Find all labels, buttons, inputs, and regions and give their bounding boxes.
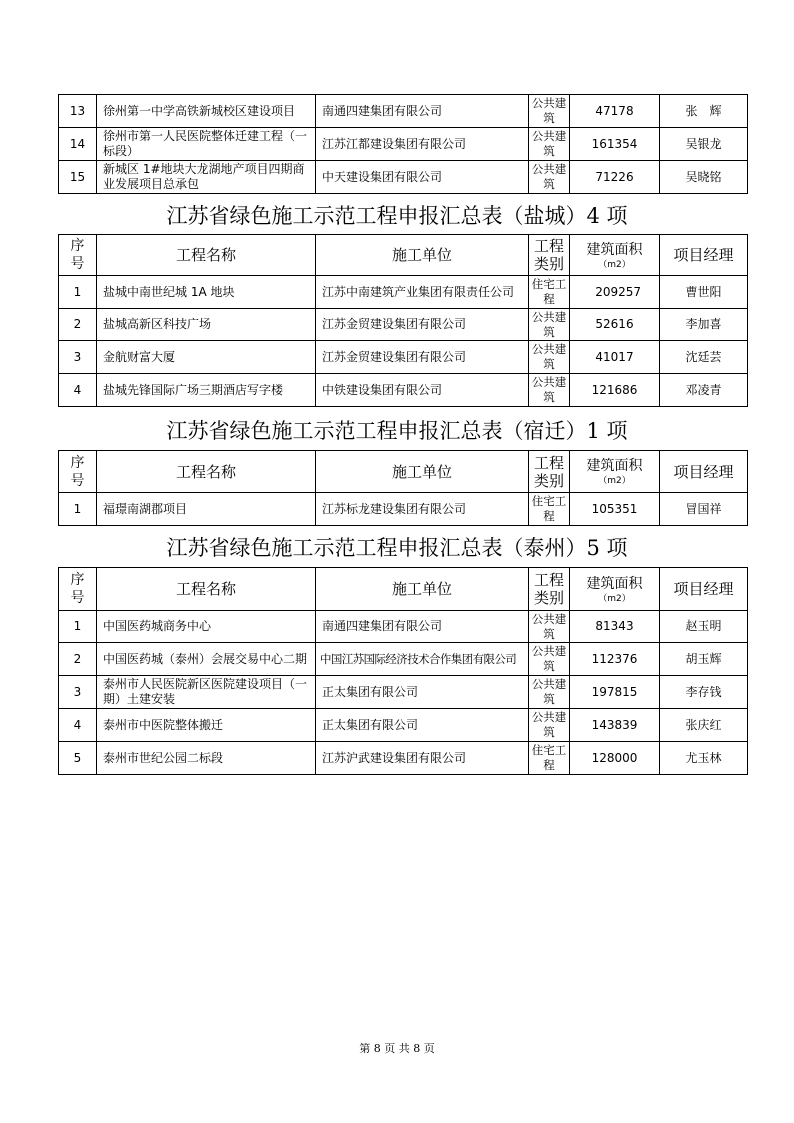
project-name: 泰州市中医院整体搬迁	[97, 709, 316, 742]
yancheng-table	[58, 234, 748, 407]
construction-unit: 江苏金贸建设集团有限公司	[316, 341, 529, 374]
header-unit: 施工单位	[316, 568, 529, 611]
building-area: 105351	[570, 493, 660, 526]
project-manager: 曹世阳	[660, 276, 748, 309]
section-title-suqian: 江苏省绿色施工示范工程申报汇总表（宿迁）1 项	[166, 419, 628, 443]
row-number: 2	[59, 643, 97, 676]
table-row	[59, 676, 748, 709]
xuzhou-table	[58, 94, 748, 194]
project-category: 公共建筑	[529, 611, 570, 643]
table-row	[59, 341, 748, 374]
row-number: 3	[59, 341, 97, 374]
construction-unit: 中天建设集团有限公司	[316, 161, 529, 194]
table-row	[59, 95, 748, 128]
table-row	[59, 643, 748, 676]
building-area: 121686	[570, 374, 660, 407]
table-row	[59, 276, 748, 309]
project-name: 金航财富大厦	[97, 341, 316, 374]
header-category: 工程类别	[529, 568, 570, 611]
table-row	[59, 709, 748, 742]
header-unit: 施工单位	[316, 235, 529, 276]
header-area-unit: （m2）	[598, 593, 631, 604]
project-name: 中国医药城商务中心	[97, 611, 316, 643]
project-category: 公共建筑	[529, 374, 570, 407]
header-manager: 项目经理	[660, 235, 748, 276]
construction-unit: 南通四建集团有限公司	[316, 95, 529, 128]
construction-unit: 江苏标龙建设集团有限公司	[316, 493, 529, 526]
construction-unit: 江苏金贸建设集团有限公司	[316, 309, 529, 341]
table-row	[59, 493, 748, 526]
construction-unit: 江苏江都建设集团有限公司	[316, 128, 529, 161]
project-name: 徐州市第一人民医院整体迁建工程（一标段）	[97, 128, 316, 161]
building-area: 81343	[570, 611, 660, 643]
project-manager: 李加喜	[660, 309, 748, 341]
project-category: 公共建筑	[529, 95, 570, 128]
row-number: 15	[59, 161, 97, 194]
building-area: 52616	[570, 309, 660, 341]
building-area: 41017	[570, 341, 660, 374]
table-header-row	[59, 235, 748, 276]
table-row	[59, 161, 748, 194]
project-name: 新城区 1#地块大龙湖地产项目四期商业发展项目总承包	[97, 161, 316, 194]
header-name: 工程名称	[97, 451, 316, 493]
header-area-cell	[570, 451, 660, 493]
row-number: 1	[59, 611, 97, 643]
project-name: 中国医药城（泰州）会展交易中心二期	[97, 643, 316, 676]
construction-unit: 正太集团有限公司	[316, 709, 529, 742]
header-manager: 项目经理	[660, 568, 748, 611]
table-row	[59, 374, 748, 407]
table-header-row	[59, 451, 748, 493]
page-footer: 第 8 页 共 8 页	[359, 1042, 435, 1055]
project-manager: 尤玉林	[660, 742, 748, 775]
project-manager: 沈廷芸	[660, 341, 748, 374]
project-category: 住宅工程	[529, 493, 570, 526]
project-category: 住宅工程	[529, 276, 570, 309]
project-name: 徐州第一中学高铁新城校区建设项目	[97, 95, 316, 128]
row-number: 1	[59, 276, 97, 309]
header-seq: 序号	[59, 568, 97, 611]
row-number: 13	[59, 95, 97, 128]
current-page-number: 8	[373, 1042, 381, 1055]
table-row	[59, 742, 748, 775]
project-manager: 赵玉明	[660, 611, 748, 643]
header-seq: 序号	[59, 451, 97, 493]
project-name: 盐城中南世纪城 1A 地块	[97, 276, 316, 309]
header-area: 建筑面积	[586, 575, 643, 592]
project-manager: 胡玉辉	[660, 643, 748, 676]
project-manager: 吴晓铭	[660, 161, 748, 194]
building-area: 71226	[570, 161, 660, 194]
building-area: 112376	[570, 643, 660, 676]
project-name: 盐城高新区科技广场	[97, 309, 316, 341]
project-manager: 李存钱	[660, 676, 748, 709]
suqian-table	[58, 450, 748, 526]
project-manager: 吴银龙	[660, 128, 748, 161]
header-category: 工程类别	[529, 235, 570, 276]
project-manager: 冒国祥	[660, 493, 748, 526]
project-name: 泰州市世纪公园二标段	[97, 742, 316, 775]
row-number: 3	[59, 676, 97, 709]
project-category: 公共建筑	[529, 161, 570, 194]
section-title-yancheng: 江苏省绿色施工示范工程申报汇总表（盐城）4 项	[166, 204, 628, 228]
header-area-unit: （m2）	[598, 476, 631, 486]
building-area: 197815	[570, 676, 660, 709]
project-category: 公共建筑	[529, 709, 570, 742]
construction-unit: 中国江苏国际经济技术合作集团有限公司	[316, 643, 529, 676]
building-area: 209257	[570, 276, 660, 309]
project-category: 住宅工程	[529, 742, 570, 775]
header-category: 工程类别	[529, 451, 570, 493]
project-name: 福璟南湖郡项目	[97, 493, 316, 526]
row-number: 2	[59, 309, 97, 341]
project-category: 公共建筑	[529, 341, 570, 374]
row-number: 14	[59, 128, 97, 161]
header-area: 建筑面积	[586, 241, 643, 258]
header-area-unit: （m2）	[598, 259, 631, 270]
table-row	[59, 128, 748, 161]
construction-unit: 正太集团有限公司	[316, 676, 529, 709]
project-category: 公共建筑	[529, 309, 570, 341]
building-area: 128000	[570, 742, 660, 775]
total-page-number: 8	[413, 1042, 421, 1055]
project-manager: 邓凌青	[660, 374, 748, 407]
project-category: 公共建筑	[529, 676, 570, 709]
row-number: 5	[59, 742, 97, 775]
project-category: 公共建筑	[529, 643, 570, 676]
table-row	[59, 309, 748, 341]
row-number: 1	[59, 493, 97, 526]
construction-unit: 江苏沪武建设集团有限公司	[316, 742, 529, 775]
building-area: 47178	[570, 95, 660, 128]
header-seq: 序号	[59, 235, 97, 276]
header-area-cell	[570, 568, 660, 611]
construction-unit: 南通四建集团有限公司	[316, 611, 529, 643]
project-manager: 张 辉	[660, 95, 748, 128]
construction-unit: 江苏中南建筑产业集团有限责任公司	[316, 276, 529, 309]
header-unit: 施工单位	[316, 451, 529, 493]
project-manager: 张庆红	[660, 709, 748, 742]
table-row	[59, 611, 748, 643]
building-area: 143839	[570, 709, 660, 742]
construction-unit: 中铁建设集团有限公司	[316, 374, 529, 407]
building-area: 161354	[570, 128, 660, 161]
project-name: 盐城先锋国际广场三期酒店写字楼	[97, 374, 316, 407]
project-category: 公共建筑	[529, 128, 570, 161]
section-title-taizhou: 江苏省绿色施工示范工程申报汇总表（泰州）5 项	[166, 536, 628, 560]
header-name: 工程名称	[97, 568, 316, 611]
row-number: 4	[59, 709, 97, 742]
header-area: 建筑面积	[586, 458, 643, 474]
taizhou-table	[58, 567, 748, 775]
table-header-row	[59, 568, 748, 611]
header-name: 工程名称	[97, 235, 316, 276]
row-number: 4	[59, 374, 97, 407]
header-manager: 项目经理	[660, 451, 748, 493]
project-name: 泰州市人民医院新区医院建设项目（一期）土建安装	[97, 676, 316, 709]
header-area-cell	[570, 235, 660, 276]
